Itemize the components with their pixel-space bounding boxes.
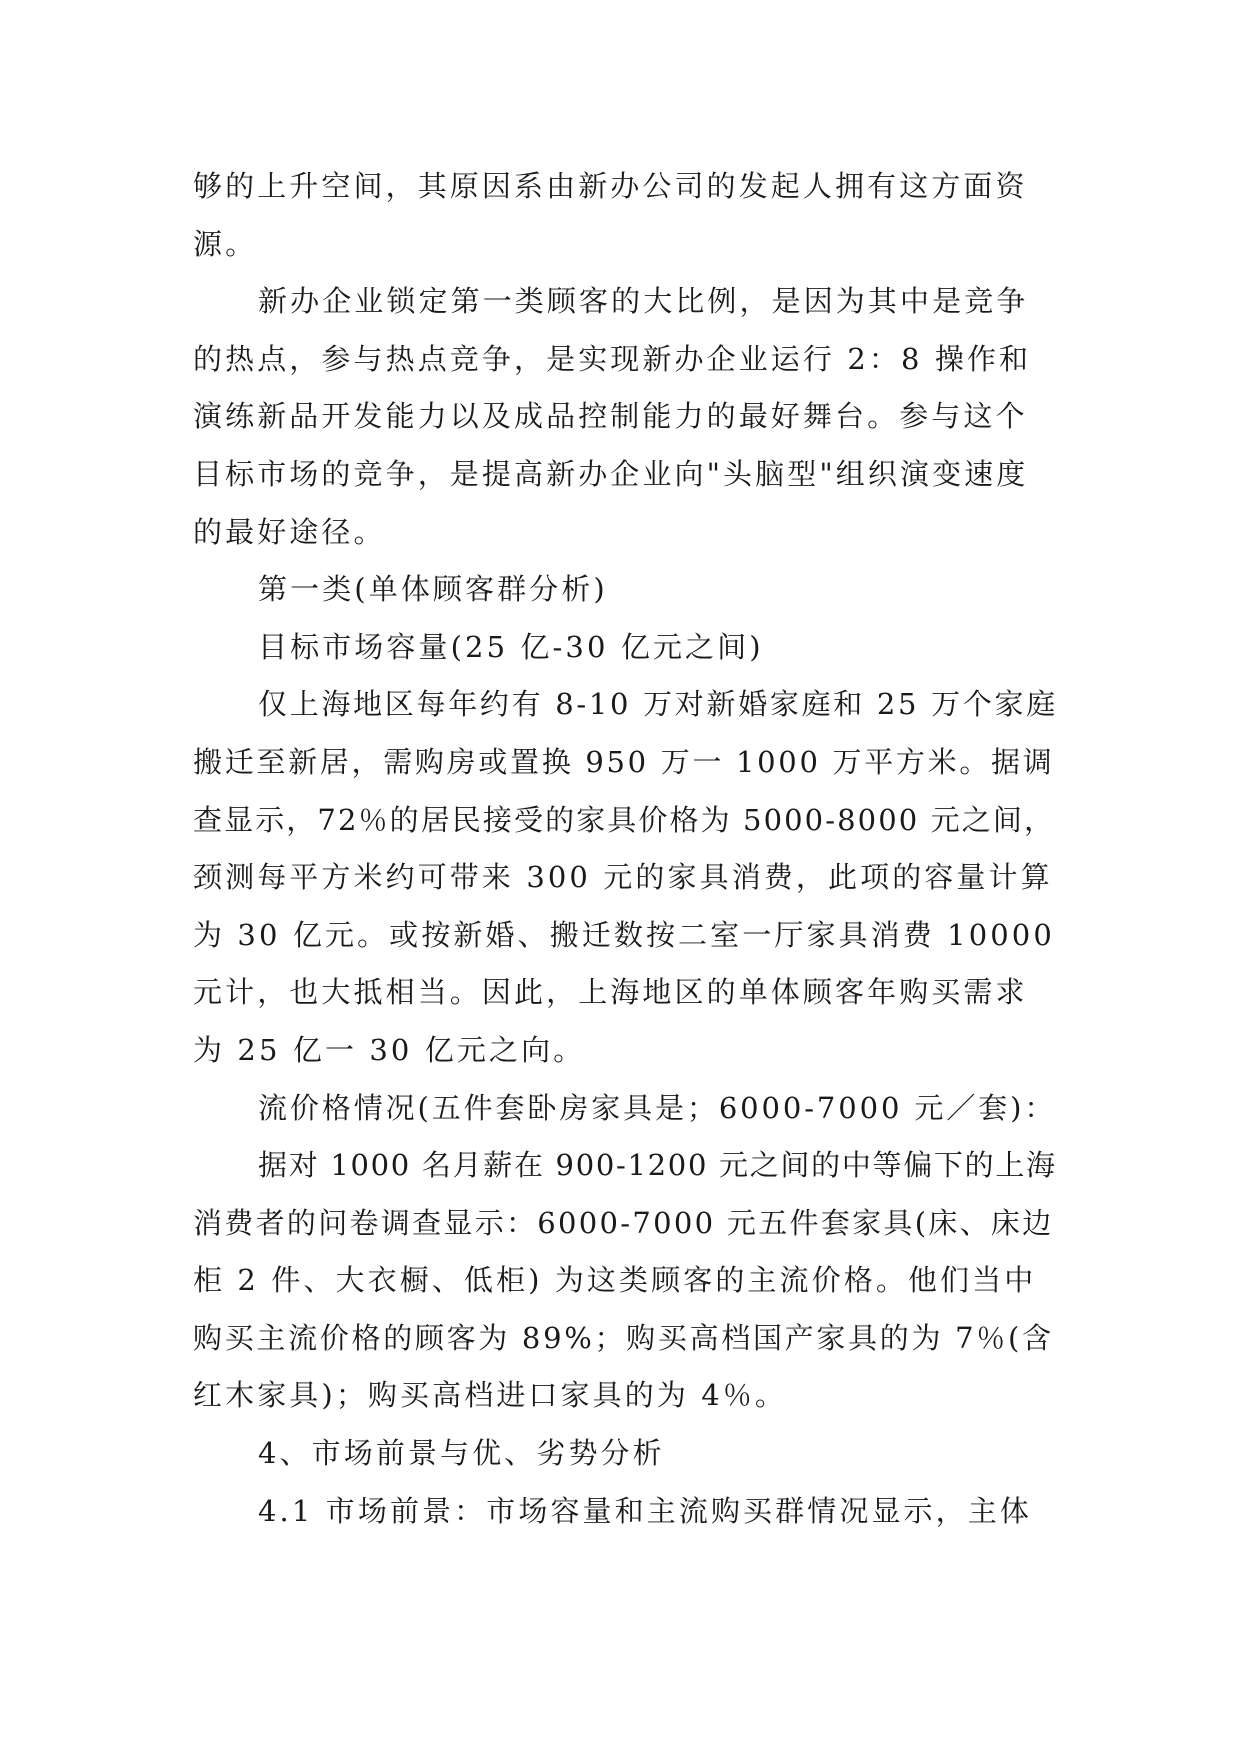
paragraph-line: 目标市场的竞争，是提高新办企业向"头脑型"组织演变速度 <box>193 456 1029 491</box>
paragraph-line: 为 30 亿元。或按新婚、搬迁数按二室一厅家具消费 10000 <box>193 917 1055 952</box>
paragraph-line: 查显示，72％的居民接受的家具价格为 5000-8000 元之间， <box>193 802 1056 837</box>
paragraph-first-line: 新办企业锁定第一类顾客的大比例，是因为其中是竞争 <box>258 284 1029 319</box>
paragraph-first-line: 4、市场前景与优、劣势分析 <box>258 1436 665 1471</box>
paragraph-line: 元计，也大抵相当。因此，上海地区的单体顾客年购买需求 <box>193 975 1028 1010</box>
paragraph-line: 够的上升空间，其原因系由新办公司的发起人拥有这方面资 <box>193 169 1028 203</box>
paragraph-first-line: 4.1 市场前景：市场容量和主流购买群情况显示，主体 <box>258 1493 1032 1528</box>
paragraph-first-line: 仅上海地区每年约有 8-10 万对新婚家庭和 25 万个家庭 <box>258 687 1058 722</box>
paragraph-line: 演练新品开发能力以及成品控制能力的最好舞台。参与这个 <box>193 399 1028 434</box>
paragraph-first-line: 据对 1000 名月薪在 900-1200 元之间的中等偏下的上海 <box>258 1148 1057 1183</box>
document-body <box>193 158 1059 1540</box>
paragraph-line: 消费者的问卷调查显示：6000-7000 元五件套家具(床、床边 <box>193 1205 1054 1240</box>
paragraph-line: 颈测每平方米约可带来 300 元的家具消费，此项的容量计算 <box>193 860 1053 895</box>
paragraph-first-line: 目标市场容量(25 亿-30 亿元之间) <box>258 629 764 664</box>
paragraph-line: 搬迁至新居，需购房或置换 950 万一 1000 万平方米。据调 <box>193 744 1055 779</box>
paragraph-line: 柜 2 件、大衣橱、低柜) 为这类顾客的主流价格。他们当中 <box>193 1263 1037 1298</box>
paragraph-first-line: 第一类(单体顾客群分析) <box>258 572 608 607</box>
paragraph-first-line: 流价格情况(五件套卧房家具是；6000-7000 元／套)： <box>258 1090 1057 1125</box>
paragraph-line: 红木家具)；购买高档进口家具的为 4％。 <box>193 1378 787 1413</box>
paragraph-line: 的热点，参与热点竞争，是实现新办企业运行 2：8 操作和 <box>193 341 1032 376</box>
paragraph-line: 源。 <box>193 226 258 261</box>
paragraph-line: 的最好途径。 <box>193 514 386 549</box>
paragraph-line: 为 25 亿一 30 亿元之向。 <box>193 1032 586 1067</box>
paragraph-line: 购买主流价格的顾客为 89%；购买高档国产家具的为 7％(含 <box>193 1320 1054 1355</box>
